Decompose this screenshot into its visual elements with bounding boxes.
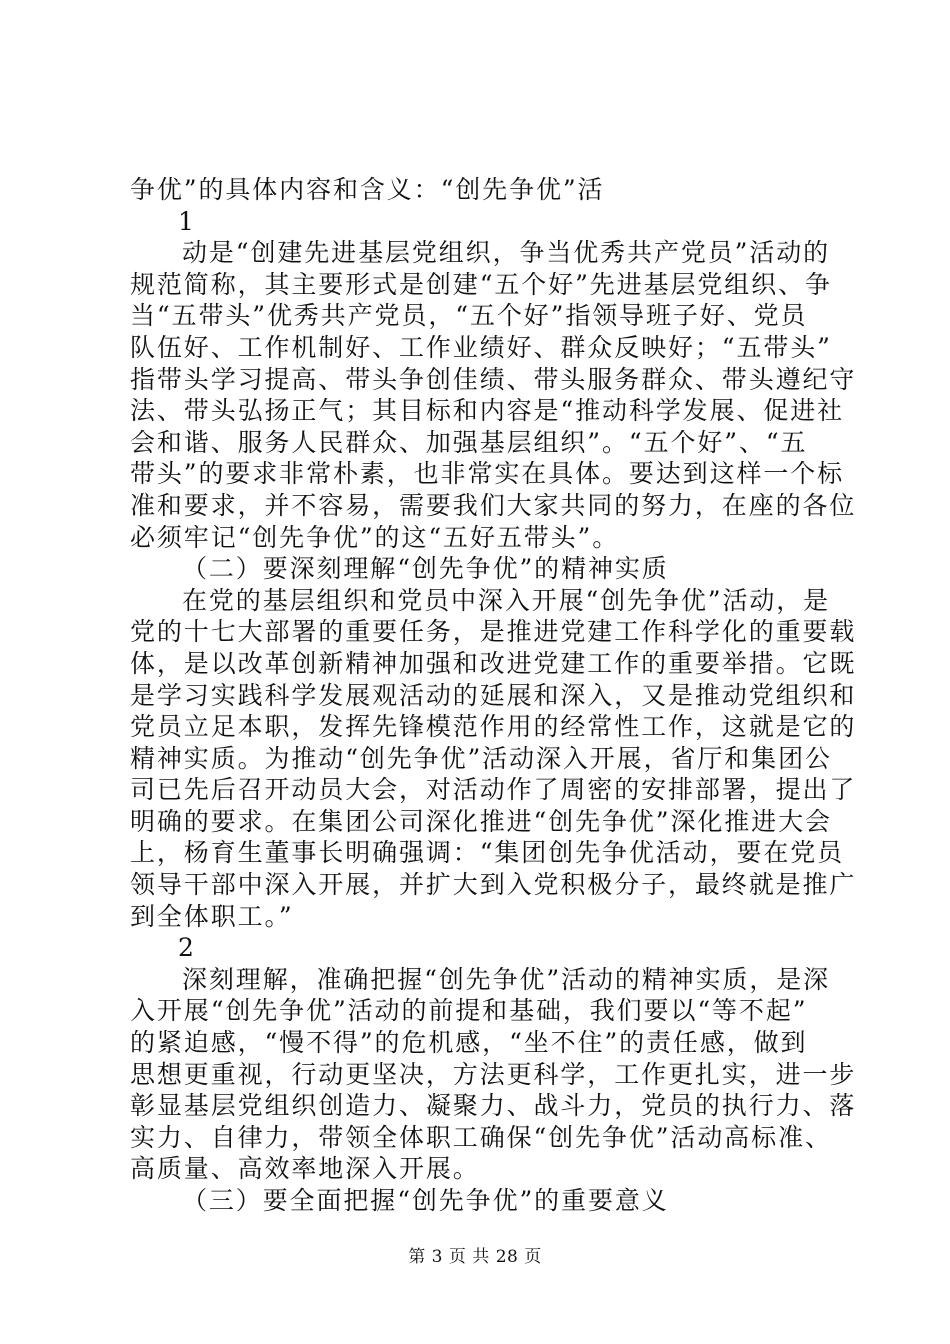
text-line: 带头”的要求非常朴素，也非常实在具体。要达到这样一个标 (130, 459, 845, 489)
text-line: 会和谐、服务人民群众、加强基层组织”。“五个好”、“五 (130, 427, 808, 457)
page-marker: 1 (178, 206, 194, 236)
text-line: 精神实质。为推动“创先争优”活动深入开展，省厅和集团公 (130, 743, 832, 773)
text-line: 到全体职工。” (130, 901, 294, 931)
text-line: 明确的要求。在集团公司深化推进“创先争优”深化推进大会 (130, 806, 832, 836)
text-line: 当“五带头”优秀共产党员，“五个好”指领导班子好、党员 (130, 301, 808, 331)
text-line: 党员立足本职，发挥先锋模范作用的经常性工作，这就是它的 (130, 712, 857, 742)
page-footer: 第 3 页 共 28 页 (408, 1247, 542, 1267)
text-line: 司已先后召开动员大会，对活动作了周密的安排部署，提出了 (130, 775, 857, 805)
text-line: 思想更重视，行动更坚决，方法更科学，工作更扎实，进一步 (130, 1059, 857, 1089)
text-line: 实力、自律力，带领全体职工确保“创先争优”活动高标准、 (130, 1122, 832, 1152)
section-heading: （三）要全面把握“创先争优”的重要意义 (182, 1186, 669, 1215)
text-line: 的紧迫感，“慢不得”的危机感，“坐不住”的责任感，做到 (130, 1028, 808, 1058)
document-body (130, 174, 857, 1217)
text-line: 队伍好、工作机制好、工作业绩好、群众反映好；“五带头” (130, 332, 832, 362)
paragraph-start: 在党的基层组织和党员中深入开展“创先争优”活动，是 (182, 585, 831, 615)
text-line: 争优”的具体内容和含义：“创先争优”活 (130, 175, 605, 204)
text-line: 入开展“创先争优”活动的前提和基础，我们要以“等不起” (130, 996, 808, 1026)
text-line: 党的十七大部署的重要任务，是推进党建工作科学化的重要载 (130, 617, 857, 647)
text-line: 指带头学习提高、带头争创佳绩、带头服务群众、带头遵纪守 (130, 364, 857, 394)
text-line: 必须牢记“创先争优”的这“五好五带头”。 (130, 522, 620, 552)
text-line: 上，杨育生董事长明确强调：“集团创先争优活动，要在党员 (130, 838, 845, 868)
paragraph-start: 深刻理解，准确把握“创先争优”活动的精神实质，是深 (182, 964, 831, 994)
text-line: 是学习实践科学发展观活动的延展和深入，又是推动党组织和 (130, 680, 857, 710)
text-line: 准和要求，并不容易，需要我们大家共同的努力，在座的各位 (130, 490, 857, 520)
text-line: 彰显基层党组织创造力、凝聚力、战斗力，党员的执行力、落 (130, 1091, 857, 1121)
text-line: 体，是以改革创新精神加强和改进党建工作的重要举措。它既 (130, 648, 857, 678)
section-heading: （二）要深刻理解“创先争优”的精神实质 (182, 554, 669, 584)
page-marker: 2 (178, 933, 194, 963)
text-line: 领导干部中深入开展，并扩大到入党积极分子，最终就是推广 (130, 870, 857, 900)
text-line: 高质量、高效率地深入开展。 (130, 1154, 480, 1184)
text-line: 规范简称，其主要形式是创建“五个好”先进基层党组织、争 (130, 269, 832, 299)
text-line: 法、带头弘扬正气；其目标和内容是“推动科学发展、促进社 (130, 396, 845, 426)
paragraph-start: 动是“创建先进基层党组织，争当优秀共产党员”活动的 (182, 238, 831, 268)
